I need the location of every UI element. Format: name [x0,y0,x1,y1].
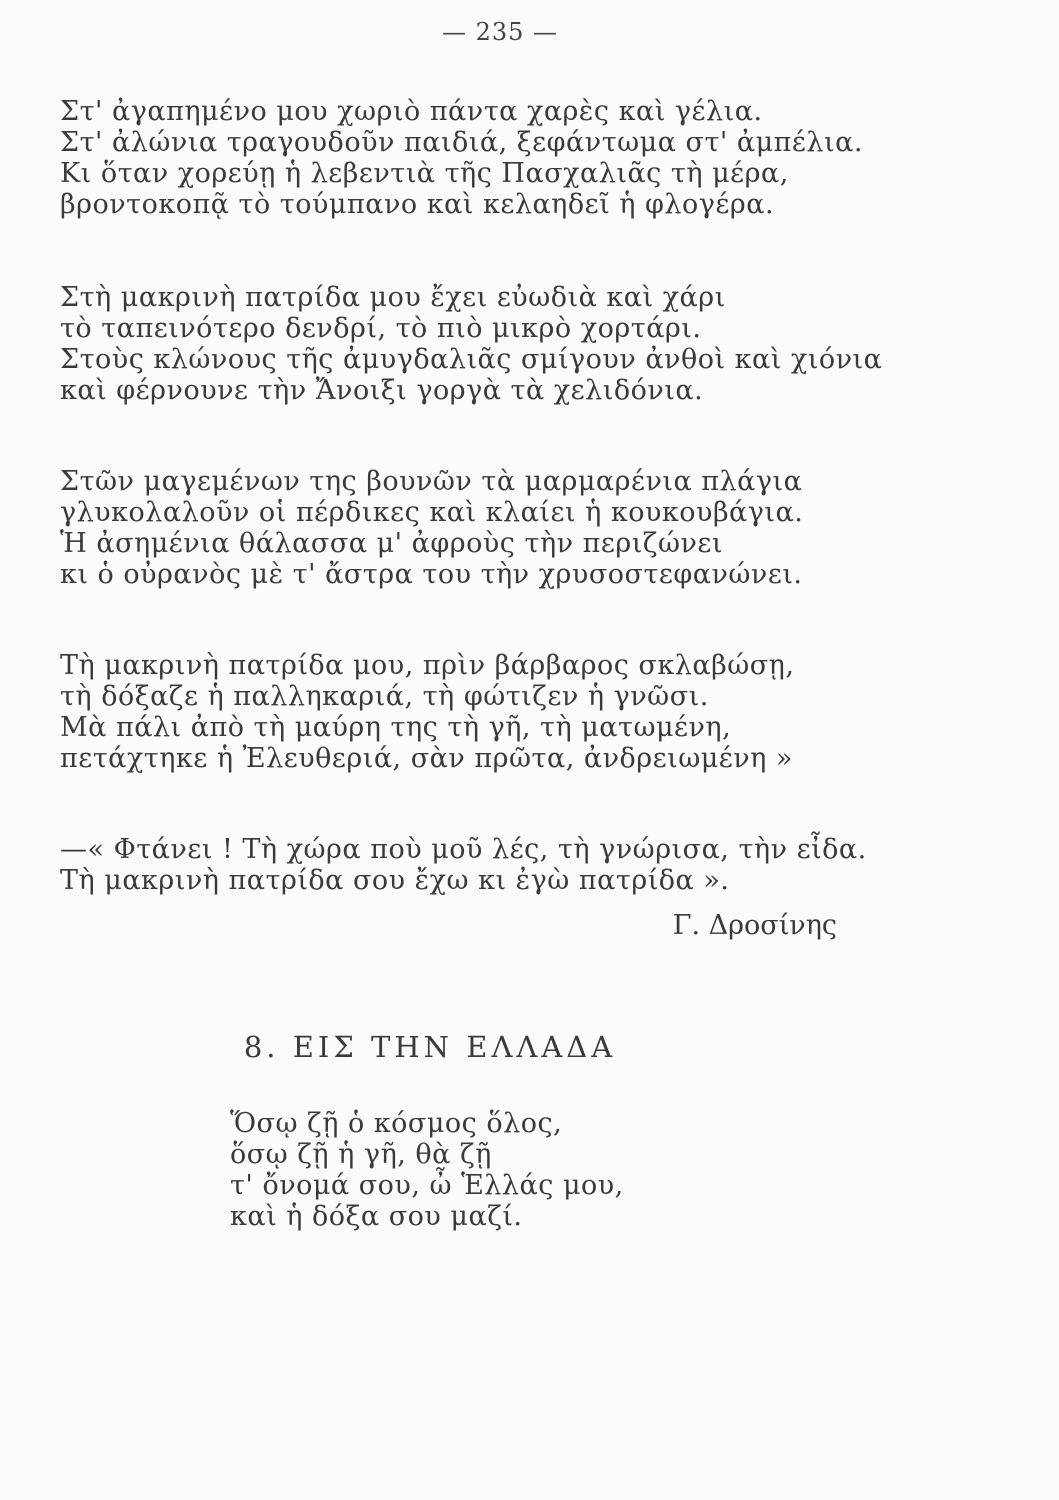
poem-line: Ὅσῳ ζῇ ὁ κόσμος ὅλος, [230,1108,563,1139]
poem-line: —« Φτάνει ! Τὴ χώρα ποὺ μοῦ λές, τὴ γνώρισα, τὴν εἶδα. [60,834,867,865]
short-poem [230,1108,730,1232]
poem-line: καὶ φέρνουνε τὴν Ἄνοιξι γοργὰ τὰ χελιδόνια. [60,375,704,406]
poem-line: Στὴ μακρινὴ πατρίδα μου ἔχει εὐωδιὰ καὶ χάρι [60,282,726,313]
poem-line: Στ' ἀγαπημένο μου χωριὸ πάντα χαρὲς καὶ γέλια. [60,96,763,127]
poem-line: ὅσῳ ζῇ ἡ γῆ, θὰ ζῇ [230,1139,492,1170]
poem-line: γλυκολαλοῦν οἱ πέρδικες καὶ κλαίει ἡ κουκουβάγια. [60,497,804,528]
poem-line: Ἡ ἀσημένια θάλασσα μ' ἀφροὺς τὴν περιζώνει [60,528,723,559]
poem-line: πετάχτηκε ἡ Ἐλευθεριά, σὰν πρῶτα, ἀνδρειωμένη » [60,743,793,774]
page-number: — 235 — [441,18,559,46]
poem-line: Στοὺς κλώνους τῆς ἀμυγδαλιᾶς σμίγουν ἀνθοὶ καὶ χιόνια [60,344,883,375]
section-title: 8. ΕΙΣ ΤΗΝ ΕΛΛΑΔΑ [243,1030,617,1064]
stanza-1 [60,96,863,220]
poem-line: κι ὁ οὐρανὸς μὲ τ' ἄστρα του τὴν χρυσοστεφανώνει. [60,559,803,590]
poem-line: βροντοκοπᾷ τὸ τούμπανο καὶ κελαηδεῖ ἡ φλογέρα. [60,189,775,220]
stanza-2 [60,282,883,406]
poem-line: Στ' ἀλώνια τραγουδοῦν παιδιά, ξεφάντωμα στ' ἀμπέλια. [60,127,863,158]
poem-line: Κι ὅταν χορεύῃ ἡ λεβεντιὰ τῆς Πασχαλιᾶς τὴ μέρα, [60,158,789,189]
stanza-4 [60,650,860,774]
poem-line: τ' ὄνομά σου, ὦ Ἑλλάς μου, [230,1170,624,1201]
poem-line: καὶ ἡ δόξα σου μαζί. [230,1201,523,1232]
poem-line: Τὴ μακρινὴ πατρίδα σου ἔχω κι ἐγὼ πατρίδα ». [60,865,730,896]
stanza-5 [60,834,867,896]
poem-line: τὸ ταπεινότερο δενδρί, τὸ πιὸ μικρὸ χορτάρι. [60,313,702,344]
poem-line: τὴ δόξαζε ἡ παλληκαριά, τὴ φώτιζεν ἡ γνῶσι. [60,681,709,712]
poem-line: Μὰ πάλι ἀπὸ τὴ μαύρη της τὴ γῆ, τὴ ματωμένη, [60,712,732,743]
poem-line: Τὴ μακρινὴ πατρίδα μου, πρὶν βάρβαρος σκλαβώσῃ, [60,650,795,681]
author-signature: Γ. Δροσίνης [672,910,837,941]
poem-line: Στῶν μαγεμένων της βουνῶν τὰ μαρμαρένια πλάγια [60,466,803,497]
stanza-3 [60,466,860,590]
